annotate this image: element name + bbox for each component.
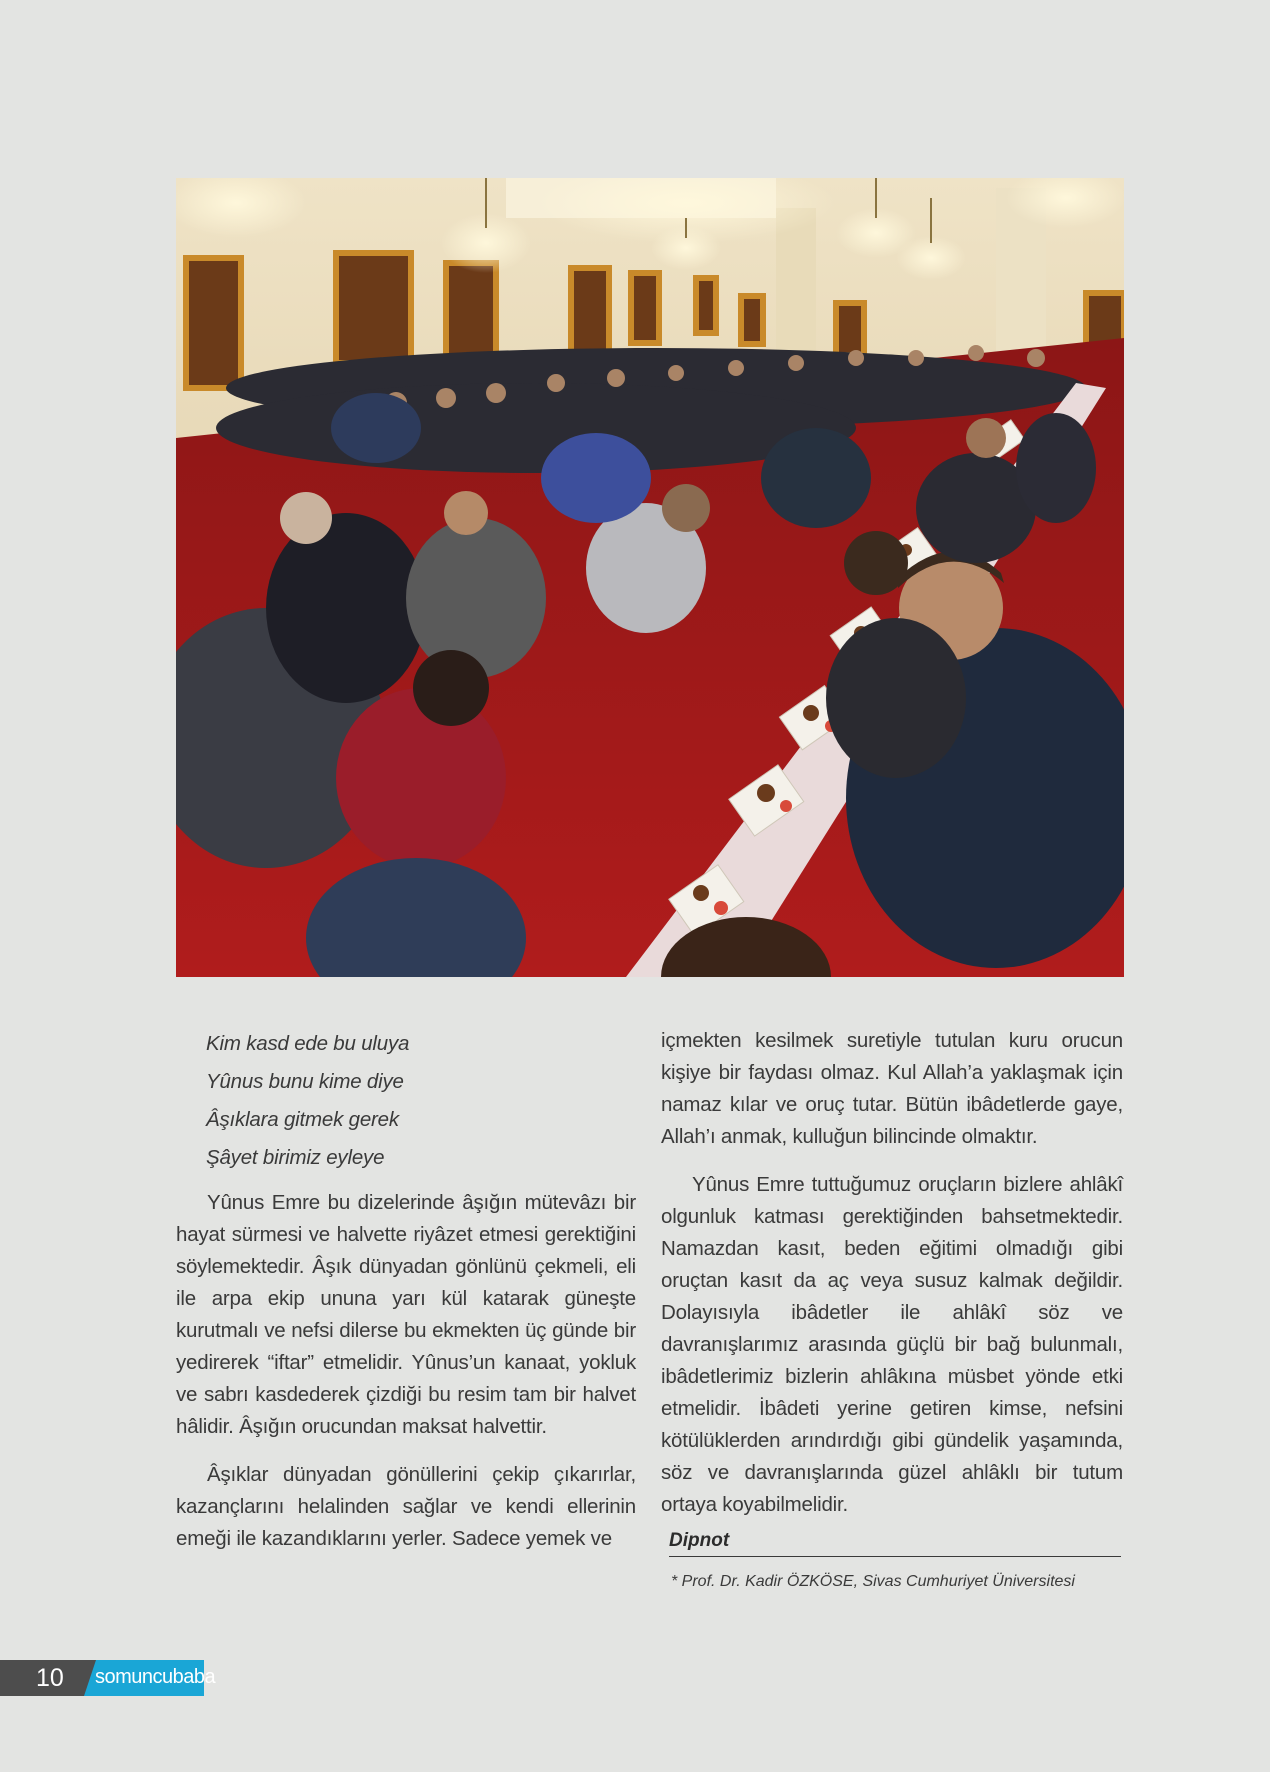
body-paragraph: içmekten kesilmek suretiyle tutulan kuru orucun kişiye bir faydası olmaz. Kul Allah’a yaklaşmak için namaz kılar ve oruç tutar. Bütün ibâdetlerde gaye, Allah’ı anmak, kulluğun bilincinde olmaktır. bbox=[661, 1029, 1123, 1148]
body-paragraph: Âşıklar dünyadan gönüllerini çekip çıkarırlar, kazançlarını helalinden sağlar ve kendi ellerinin emeği ile kazandıklarını yerler. Sadece yemek ve bbox=[176, 1463, 636, 1550]
iftar-photo bbox=[176, 178, 1124, 977]
poem-line: Kim kasd ede bu uluya bbox=[206, 1032, 410, 1055]
poem-line: Yûnus bunu kime diye bbox=[206, 1070, 404, 1093]
poem-line: Âşıklara gitmek gerek bbox=[206, 1108, 399, 1131]
poem-stanza bbox=[206, 1025, 636, 1177]
footnote-text: * Prof. Dr. Kadir ÖZKÖSE, Sivas Cumhuriyet Üniversitesi bbox=[671, 1573, 1075, 1590]
body-paragraph: Yûnus Emre bu dizelerinde âşığın mütevâzı bir hayat sürmesi ve halvette riyâzet etmesi gerektiğini söylemektedir. Âşık dünyadan gönlünü çekmeli, eli ile arpa ekip ununa yarı kül katarak güneşte kurutmalı ve nefsi dilerse bu ekmekten üç günde bir yedirerek “iftar” etmelidir. Yûnus’un kanaat, yokluk ve sabrı kasdederek çizdiği bu resim tam bir halvet hâlidir. Âşığın orucundan maksat halvettir. bbox=[176, 1191, 636, 1438]
magazine-brand: somuncubaba bbox=[95, 1666, 216, 1688]
footnote-heading: Dipnot bbox=[669, 1530, 1121, 1557]
left-column bbox=[176, 1025, 636, 1571]
poem-line: Şâyet birimiz eyleye bbox=[206, 1146, 385, 1169]
page-number: 10 bbox=[36, 1664, 64, 1692]
body-paragraph: Yûnus Emre tuttuğumuz oruçların bizlere ahlâkî olgunluk katması gerektiğinden bahsetmektedir. Namazdan kasıt, beden eğitimi olmadığı gibi oruçtan kasıt da aç veya susuz kalmak değildir. Dolayısıyla ibâdetler ile ahlâkî söz ve davranışlarımız arasında güçlü bir bağ bulunmalı, ibâdetlerimiz bizlerin ahlâkına müsbet yönde etki etmelidir. İbâdeti yerine getiren kimse, nefsini kötülüklerden arındırdığı gibi gündelik yaşamında, söz ve davranışlarında güzel ahlâklı bir tutum ortaya koyabilmelidir. bbox=[661, 1173, 1123, 1516]
page-footer bbox=[0, 1660, 216, 1696]
right-column bbox=[661, 1025, 1123, 1537]
